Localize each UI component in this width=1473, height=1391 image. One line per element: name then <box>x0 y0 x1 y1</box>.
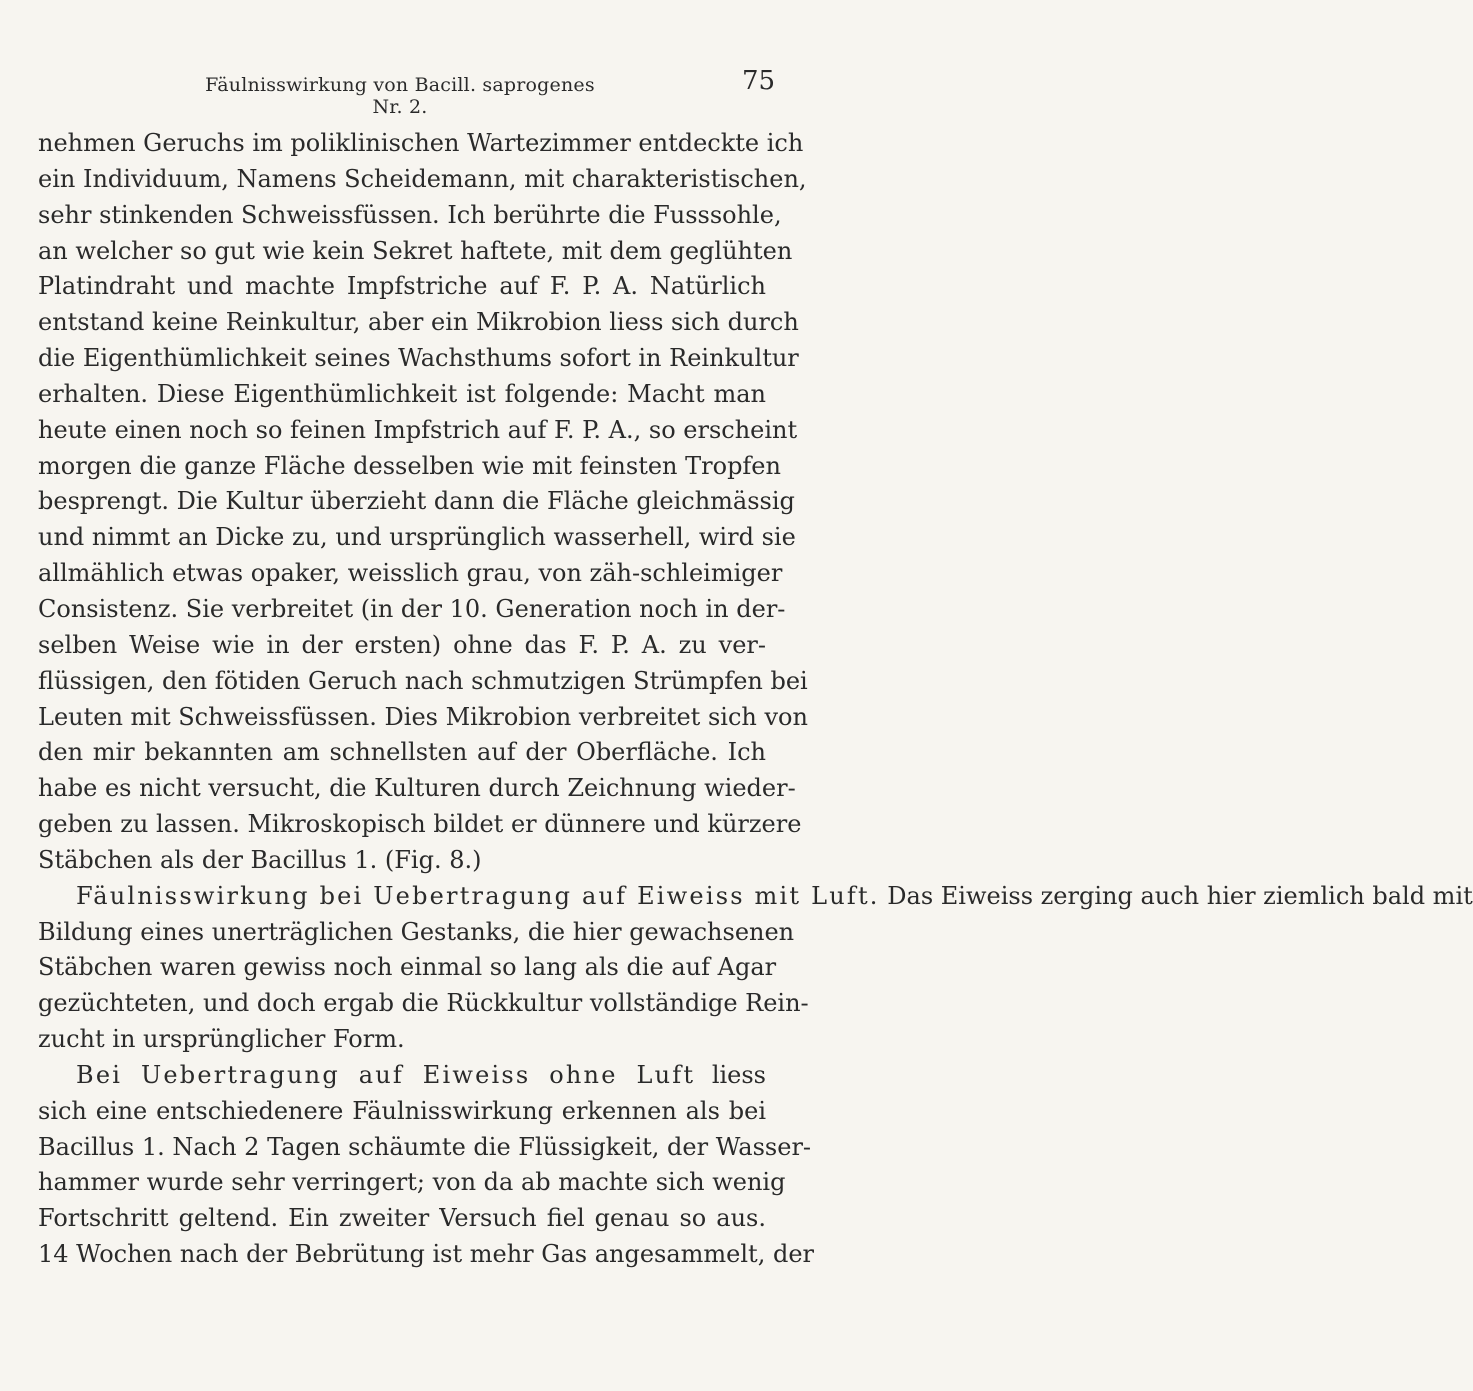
text-line: Bacillus 1. Nach 2 Tagen schäumte die Flüssigkeit, der Wasser- <box>38 1132 812 1161</box>
spaced-heading: Fäulnisswirkung bei Uebertragung auf Eiweiss mit Luft. <box>76 881 880 910</box>
text-line: Bildung eines unerträglichen Gestanks, die hier gewachsenen <box>38 917 795 946</box>
text-line: besprengt. Die Kultur überzieht dann die Fläche gleichmässig <box>38 487 795 516</box>
text-line: ein Individuum, Namens Scheidemann, mit charakteristischen, <box>38 164 807 193</box>
text-fragment: liess <box>711 1060 766 1089</box>
text-line: gezüchteten, und doch ergab die Rückkultur vollständige Rein- <box>38 989 809 1018</box>
running-head: Fäulnisswirkung von Bacill. saprogenes Nr. 2. <box>205 74 595 118</box>
section-heading-line <box>38 1058 766 1094</box>
text-line: morgen die ganze Fläche desselben wie mit feinsten Tropfen <box>38 451 781 480</box>
text-line: Leuten mit Schweissfüssen. Dies Mikrobion verbreitet sich von <box>38 702 808 731</box>
text-line: und nimmt an Dicke zu, und ursprünglich wasserhell, wird sie <box>38 523 796 552</box>
body-text <box>38 126 1473 1273</box>
text-line: an welcher so gut wie kein Sekret haftete, mit dem geglühten <box>38 236 793 265</box>
text-line: Stäbchen waren gewiss noch einmal so lang als die auf Agar <box>38 953 777 982</box>
text-line: entstand keine Reinkultur, aber ein Mikrobion liess sich durch <box>38 308 799 337</box>
page-number: 75 <box>742 66 776 96</box>
text-line: allmählich etwas opaker, weisslich grau, von zäh-schleimiger <box>38 559 783 588</box>
text-line: den mir bekannten am schnellsten auf der Oberfläche. Ich <box>38 738 766 767</box>
text-line: hammer wurde sehr verringert; von da ab machte sich wenig <box>38 1168 786 1197</box>
text-line: nehmen Geruchs im poliklinischen Wartezimmer entdeckte ich <box>38 129 804 157</box>
text-line: sich eine entschiedenere Fäulnisswirkung erkennen als bei <box>38 1096 766 1125</box>
text-line: geben zu lassen. Mikroskopisch bildet er dünnere und kürzere <box>38 810 802 839</box>
section-heading-line <box>38 879 1473 915</box>
spaced-heading: Bei Uebertragung auf Eiweiss ohne Luft <box>76 1060 696 1089</box>
text-line: Stäbchen als der Bacillus 1. (Fig. 8.) <box>38 845 482 874</box>
text-fragment: Das Eiweiss zerging auch hier ziemlich bald mit <box>887 881 1473 910</box>
text-line: heute einen noch so feinen Impfstrich auf F. P. A., so erscheint <box>38 415 798 444</box>
text-line: flüssigen, den fötiden Geruch nach schmutzigen Strümpfen bei <box>38 666 808 695</box>
text-line: Consistenz. Sie verbreitet (in der 10. Generation noch in der- <box>38 594 786 623</box>
text-line: Platindraht und machte Impfstriche auf F. P. A. Natürlich <box>38 272 766 301</box>
text-line: habe es nicht versucht, die Kulturen durch Zeichnung wieder- <box>38 774 796 803</box>
text-line: 14 Wochen nach der Bebrütung ist mehr Gas angesammelt, der <box>38 1240 814 1269</box>
text-line: Fortschritt geltend. Ein zweiter Versuch fiel genau so aus. <box>38 1204 766 1233</box>
text-line: erhalten. Diese Eigenthümlichkeit ist folgende: Macht man <box>38 379 766 408</box>
text-line: zucht in ursprünglicher Form. <box>38 1025 405 1054</box>
text-line: sehr stinkenden Schweissfüssen. Ich berührte die Fusssohle, <box>38 200 782 229</box>
text-line: die Eigenthümlichkeit seines Wachsthums sofort in Reinkultur <box>38 344 799 373</box>
text-line: selben Weise wie in der ersten) ohne das F. P. A. zu ver- <box>38 630 766 659</box>
